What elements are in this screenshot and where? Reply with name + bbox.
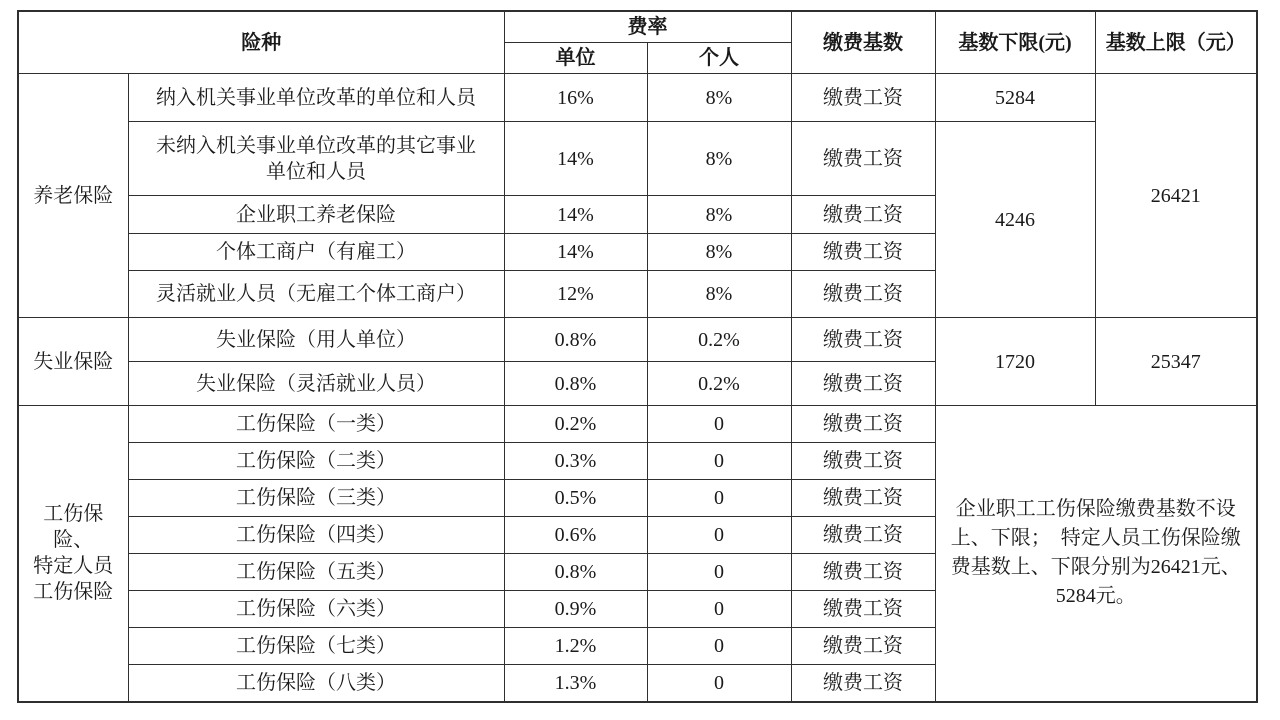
rate-individual-cell: 8% <box>647 196 791 234</box>
header-base-lower-limit: 基数下限(元) <box>935 11 1095 74</box>
payment-base-cell: 缴费工资 <box>791 271 935 318</box>
rate-unit-cell: 0.2% <box>504 406 647 443</box>
payment-base-cell: 缴费工资 <box>791 318 935 362</box>
table-row <box>18 318 1257 362</box>
rate-individual-cell: 8% <box>647 271 791 318</box>
rate-individual-cell: 0 <box>647 443 791 480</box>
payment-base-cell: 缴费工资 <box>791 443 935 480</box>
rate-individual-cell: 0 <box>647 628 791 665</box>
rate-individual-cell: 0.2% <box>647 362 791 406</box>
rate-unit-cell: 0.8% <box>504 362 647 406</box>
group-name-line: 特定人员 <box>33 555 114 578</box>
item-cell: 失业保险（灵活就业人员） <box>128 362 504 406</box>
group-name-pension: 养老保险 <box>18 74 128 318</box>
rate-individual-cell: 0 <box>647 591 791 628</box>
payment-base-cell: 缴费工资 <box>791 122 935 196</box>
rate-unit-cell: 14% <box>504 234 647 271</box>
payment-base-cell: 缴费工资 <box>791 480 935 517</box>
payment-base-cell: 缴费工资 <box>791 406 935 443</box>
item-cell: 工伤保险（五类） <box>128 554 504 591</box>
payment-base-cell: 缴费工资 <box>791 196 935 234</box>
item-cell: 工伤保险（三类） <box>128 480 504 517</box>
rate-individual-cell: 0 <box>647 554 791 591</box>
base-lower-cell: 1720 <box>935 318 1095 406</box>
table-row <box>18 406 1257 443</box>
rate-individual-cell: 8% <box>647 234 791 271</box>
rate-unit-cell: 1.2% <box>504 628 647 665</box>
item-cell: 个体工商户（有雇工） <box>128 234 504 271</box>
rate-unit-cell: 0.3% <box>504 443 647 480</box>
header-insurance-type: 险种 <box>18 11 504 74</box>
payment-base-cell: 缴费工资 <box>791 554 935 591</box>
insurance-rates-table <box>17 10 1258 703</box>
base-upper-cell: 25347 <box>1095 318 1257 406</box>
item-cell: 工伤保险（六类） <box>128 591 504 628</box>
header-base-upper-limit: 基数上限（元） <box>1095 11 1257 74</box>
rate-unit-cell: 14% <box>504 122 647 196</box>
item-cell: 工伤保险（一类） <box>128 406 504 443</box>
table-row <box>18 122 1257 196</box>
rate-individual-cell: 0 <box>647 480 791 517</box>
item-cell: 工伤保险（四类） <box>128 517 504 554</box>
header-rate-individual: 个人 <box>647 43 791 74</box>
header-rate-unit: 单位 <box>504 43 647 74</box>
rate-unit-cell: 0.5% <box>504 480 647 517</box>
rate-individual-cell: 8% <box>647 122 791 196</box>
item-cell: 工伤保险（七类） <box>128 628 504 665</box>
item-cell: 工伤保险（八类） <box>128 665 504 702</box>
base-lower-cell: 4246 <box>935 122 1095 318</box>
group-name-work-injury <box>18 406 128 702</box>
payment-base-cell: 缴费工资 <box>791 74 935 122</box>
rate-individual-cell: 0 <box>647 406 791 443</box>
work-injury-base-note: 企业职工工伤保险缴费基数不设上、下限； 特定人员工伤保险缴费基数上、下限分别为26421元、5284元。 <box>935 406 1257 702</box>
item-cell: 失业保险（用人单位） <box>128 318 504 362</box>
item-cell: 工伤保险（二类） <box>128 443 504 480</box>
payment-base-cell: 缴费工资 <box>791 234 935 271</box>
rate-individual-cell: 0.2% <box>647 318 791 362</box>
rate-unit-cell: 0.6% <box>504 517 647 554</box>
rate-unit-cell: 16% <box>504 74 647 122</box>
payment-base-cell: 缴费工资 <box>791 362 935 406</box>
rate-individual-cell: 8% <box>647 74 791 122</box>
item-cell: 未纳入机关事业单位改革的其它事业单位和人员 <box>128 122 504 196</box>
rate-individual-cell: 0 <box>647 665 791 702</box>
base-lower-cell: 5284 <box>935 74 1095 122</box>
rate-unit-cell: 0.9% <box>504 591 647 628</box>
payment-base-cell: 缴费工资 <box>791 517 935 554</box>
item-cell: 纳入机关事业单位改革的单位和人员 <box>128 74 504 122</box>
rate-individual-cell: 0 <box>647 517 791 554</box>
rate-unit-cell: 0.8% <box>504 554 647 591</box>
group-name-line: 工伤保险 <box>33 581 114 604</box>
rate-unit-cell: 14% <box>504 196 647 234</box>
item-cell: 灵活就业人员（无雇工个体工商户） <box>128 271 504 318</box>
rate-unit-cell: 0.8% <box>504 318 647 362</box>
header-payment-base: 缴费基数 <box>791 11 935 74</box>
table-row <box>18 74 1257 122</box>
group-name-unemployment: 失业保险 <box>18 318 128 406</box>
rate-unit-cell: 1.3% <box>504 665 647 702</box>
payment-base-cell: 缴费工资 <box>791 628 935 665</box>
payment-base-cell: 缴费工资 <box>791 591 935 628</box>
header-rate: 费率 <box>504 11 791 43</box>
item-cell: 企业职工养老保险 <box>128 196 504 234</box>
payment-base-cell: 缴费工资 <box>791 665 935 702</box>
base-upper-cell: 26421 <box>1095 74 1257 318</box>
group-name-line: 工伤保险、 <box>43 503 104 552</box>
rate-unit-cell: 12% <box>504 271 647 318</box>
